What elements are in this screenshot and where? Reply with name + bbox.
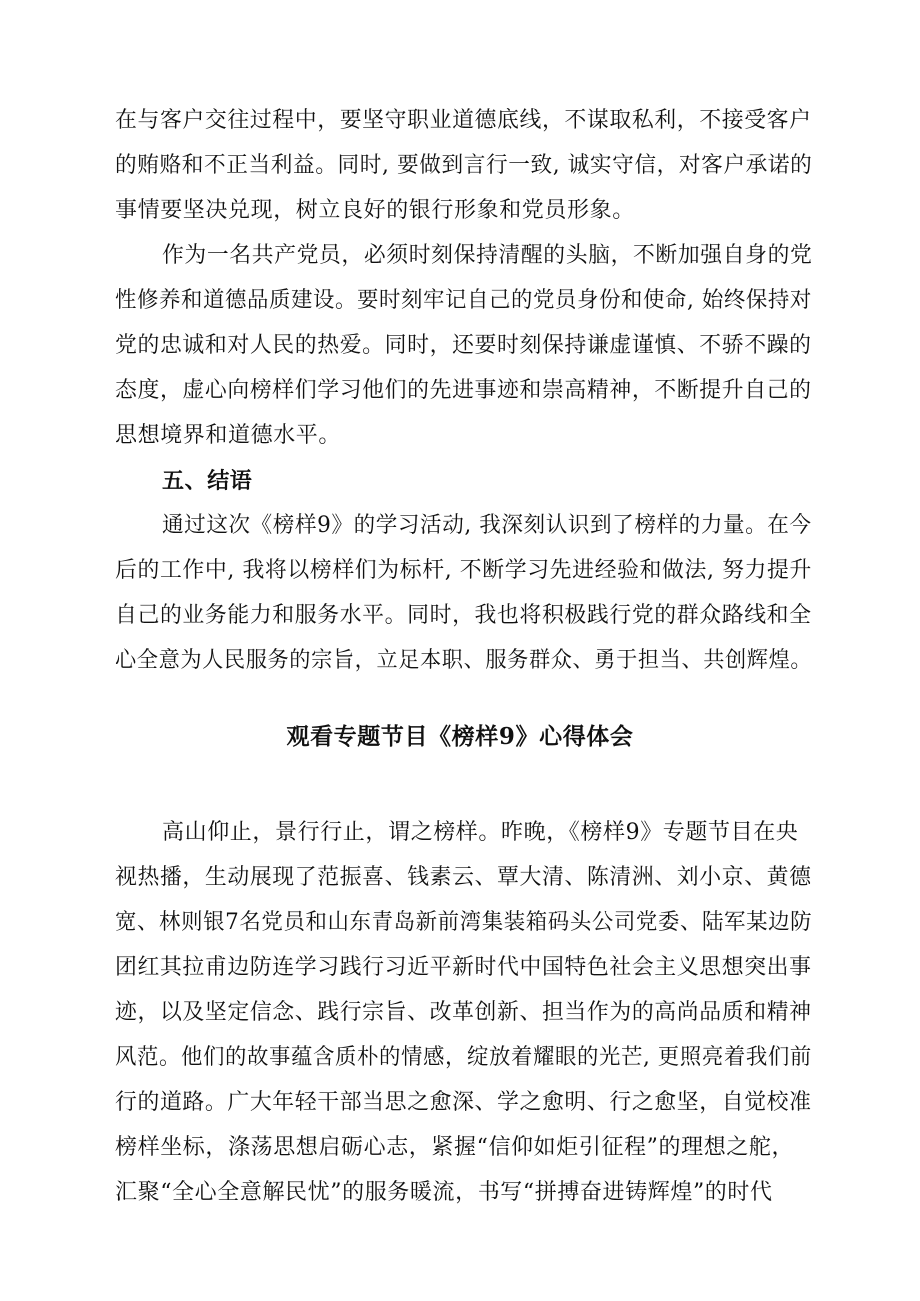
text-line: 行的道路。广大年轻干部当思之愈深、学之愈明、行之愈坚，自觉校准 <box>115 1090 812 1115</box>
text-line: 后的工作中, 我将以榜样们为标杆, 不断学习先进经验和做法, 努力提升 <box>115 558 812 583</box>
text-line: 汇聚“全心全意解民忧”的服务暖流，书写“拼搏奋进铸辉煌”的时代 <box>115 1180 773 1205</box>
text-line: 视热播，生动展现了范振喜、钱素云、覃大清、陈清洲、刘小京、黄德 <box>115 865 812 890</box>
text-line: 高山仰止，景行行止，谓之榜样。昨晚，《榜样9》专题节目在央 <box>162 820 799 845</box>
text-line: 自己的业务能力和服务水平。同时，我也将积极践行党的群众路线和全 <box>115 603 812 628</box>
text-line: 的贿赂和不正当利益。同时, 要做到言行一致, 诚实守信，对客户承诺的 <box>115 153 813 178</box>
text-line: 思想境界和道德水平。 <box>115 423 342 448</box>
article-title: 观看专题节目《榜样9》心得体会 <box>286 723 634 750</box>
text-line: 心全意为人民服务的宗旨，立足本职、服务群众、勇于担当、共创辉煌。 <box>115 648 813 673</box>
text-line: 通过这次《榜样9》的学习活动, 我深刻认识到了榜样的力量。在今 <box>162 513 812 538</box>
text-line: 宽、林则银7名党员和山东青岛新前湾集装箱码头公司党委、陆军某边防 <box>115 910 813 935</box>
text-line: 榜样坐标，涤荡思想启砺心志，紧握“信仰如炬引征程”的理想之舵， <box>115 1135 795 1160</box>
text-line: 性修养和道德品质建设。要时刻牢记自己的党员身份和使命, 始终保持对 <box>115 288 812 313</box>
text-line: 党的忠诚和对人民的热爱。同时，还要时刻保持谦虚谨慎、不骄不躁的 <box>115 333 812 358</box>
section-heading: 五、结语 <box>162 468 253 494</box>
text-line: 风范。他们的故事蕴含质朴的情感，绽放着耀眼的光芒, 更照亮着我们前 <box>115 1045 812 1070</box>
text-line: 在与客户交往过程中，要坚守职业道德底线，不谋取私利，不接受客户 <box>115 108 812 133</box>
text-line: 事情要坚决兑现，树立良好的银行形象和党员形象。 <box>115 198 635 223</box>
text-line: 作为一名共产党员，必须时刻保持清醒的头脑，不断加强自身的党 <box>162 243 813 268</box>
text-line: 态度，虚心向榜样们学习他们的先进事迹和崇高精神，不断提升自己的 <box>115 378 812 403</box>
text-line: 迹，以及坚定信念、践行宗旨、改革创新、担当作为的高尚品质和精神 <box>115 1000 812 1025</box>
text-line: 团红其拉甫边防连学习践行习近平新时代中国特色社会主义思想突出事 <box>115 955 812 980</box>
